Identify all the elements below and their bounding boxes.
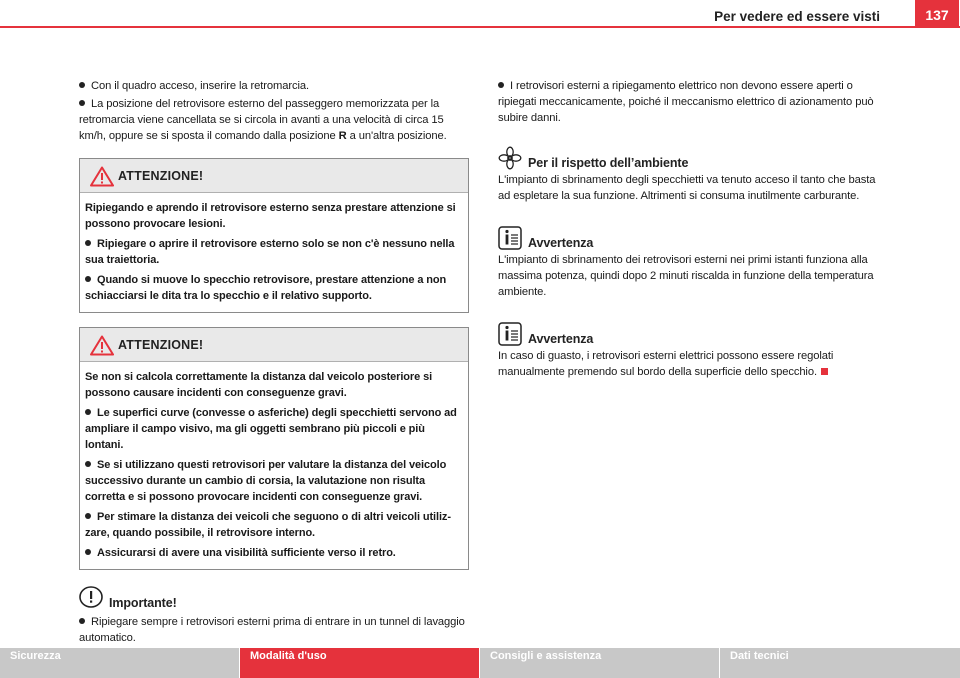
end-marker-icon bbox=[821, 368, 828, 375]
info-icon bbox=[498, 226, 522, 250]
environment-title: Per il rispetto dell’ambiente bbox=[528, 156, 689, 170]
environment-header bbox=[498, 146, 890, 172]
bullet-icon bbox=[79, 82, 85, 88]
exclamation-circle-icon bbox=[79, 586, 103, 608]
page-header bbox=[0, 0, 960, 30]
list-item: Ripiegare o aprire il retrovisore esterno solo se non c'è nessuno nella sua traiettoria. bbox=[85, 238, 455, 266]
right-column bbox=[498, 78, 890, 380]
page-title: Per vedere ed essere visti bbox=[714, 9, 880, 24]
warning-box bbox=[79, 327, 469, 570]
list-item: La posizione del retrovisore esterno del passeggero memorizzata per la retromarcia viene cancellata se si circola in avanti a una velocità di circa 15 km/h, oppure se si sposta il comando dalla posizione R a un'altra posizione. bbox=[79, 98, 447, 142]
bullet-icon bbox=[85, 240, 91, 246]
position-r: R bbox=[338, 130, 347, 142]
list-item: Assicurarsi di avere una visibilità sufficiente verso il retro. bbox=[85, 545, 463, 561]
list-item: Ripiegare sempre i retrovisori esterni prima di entrare in un tunnel di lavaggio automatico. bbox=[79, 616, 465, 644]
note-title: Avvertenza bbox=[528, 332, 594, 346]
environment-text: L'impianto di sbrinamento degli specchietti va tenuto acceso il tanto che basta ad espletare la sua funzione. Altrimenti si consuma inutilmente carburante. bbox=[498, 174, 876, 202]
warning-intro: Se non si calcola correttamente la distanza dal veicolo posteriore si possono causare incidenti con conseguenze gravi. bbox=[85, 371, 433, 399]
warning-intro: Ripiegando e aprendo il retrovisore esterno senza prestare attenzione si possono provocare lesioni. bbox=[85, 202, 456, 230]
bullet-icon bbox=[85, 409, 91, 415]
note-text: L'impianto di sbrinamento dei retrovisori esterni nei primi istanti funziona alla massima potenza, quindi dopo 2 minuti riscalda in funzione della temperatura ambiente. bbox=[498, 254, 874, 298]
footer-nav bbox=[0, 648, 960, 678]
warning-title: ATTENZIONE! bbox=[118, 169, 204, 183]
left-column bbox=[79, 78, 469, 648]
note-header bbox=[498, 226, 890, 252]
list-item: Per stimare la distanza dei veicoli che seguono o di altri veicoli utilizzare, quando possibile, il retrovisore interno. bbox=[85, 511, 451, 539]
important-header bbox=[79, 586, 469, 614]
warning-body bbox=[80, 362, 468, 569]
list-item: Le superfici curve (convesse o asferiche) degli specchietti servono ad ampliare il campo visivo, ma gli oggetti sembrano più piccoli e più lontani. bbox=[85, 407, 457, 451]
bullet-icon bbox=[85, 461, 91, 467]
page-number: 137 bbox=[915, 0, 959, 28]
note-text: In caso di guasto, i retrovisori esterni elettrici possono essere regolati manualmente premendo sul bordo della superficie dello specchio. bbox=[498, 350, 834, 378]
tab-consigli-assistenza[interactable]: Consigli e assistenza bbox=[480, 648, 719, 678]
bullet-icon bbox=[85, 276, 91, 282]
bullet-icon bbox=[85, 513, 91, 519]
warning-box bbox=[79, 158, 469, 313]
bullet-icon bbox=[498, 82, 504, 88]
note-header bbox=[498, 322, 890, 348]
list-item: Quando si muove lo specchio retrovisore, prestare attenzione a non schiacciarsi le dita tra lo specchio e il relativo supporto. bbox=[85, 274, 447, 302]
flower-icon bbox=[498, 146, 522, 170]
bullet-icon bbox=[79, 100, 85, 106]
list-item: Con il quadro acceso, inserire la retromarcia. bbox=[79, 78, 469, 94]
bullet-icon bbox=[79, 618, 85, 624]
warning-triangle-icon bbox=[90, 166, 114, 187]
bullet-icon bbox=[85, 549, 91, 555]
list-item: Se si utilizzano questi retrovisori per valutare la distanza del veicolo successivo durante un cambio di corsia, la valutazione non risulta corretta e si possono provocare incidenti con conseguenze gravi. bbox=[85, 459, 447, 503]
note-title: Avvertenza bbox=[528, 236, 594, 250]
header-rule bbox=[0, 26, 960, 28]
info-icon bbox=[498, 322, 522, 346]
list-item: I retrovisori esterni a ripiegamento elettrico non devono essere aperti o ripiegati meccanicamente, poiché il meccanismo elettrico di azionamento può subire danni. bbox=[498, 80, 874, 124]
warning-body bbox=[80, 193, 468, 312]
warning-header bbox=[80, 328, 468, 362]
important-title: Importante! bbox=[109, 596, 177, 610]
tab-sicurezza[interactable]: Sicurezza bbox=[0, 648, 239, 678]
warning-header bbox=[80, 159, 468, 193]
warning-triangle-icon bbox=[90, 335, 114, 356]
tab-dati-tecnici[interactable]: Dati tecnici bbox=[720, 648, 960, 678]
tab-modalita-duso[interactable]: Modalità d'uso bbox=[240, 648, 479, 678]
warning-title: ATTENZIONE! bbox=[118, 338, 204, 352]
